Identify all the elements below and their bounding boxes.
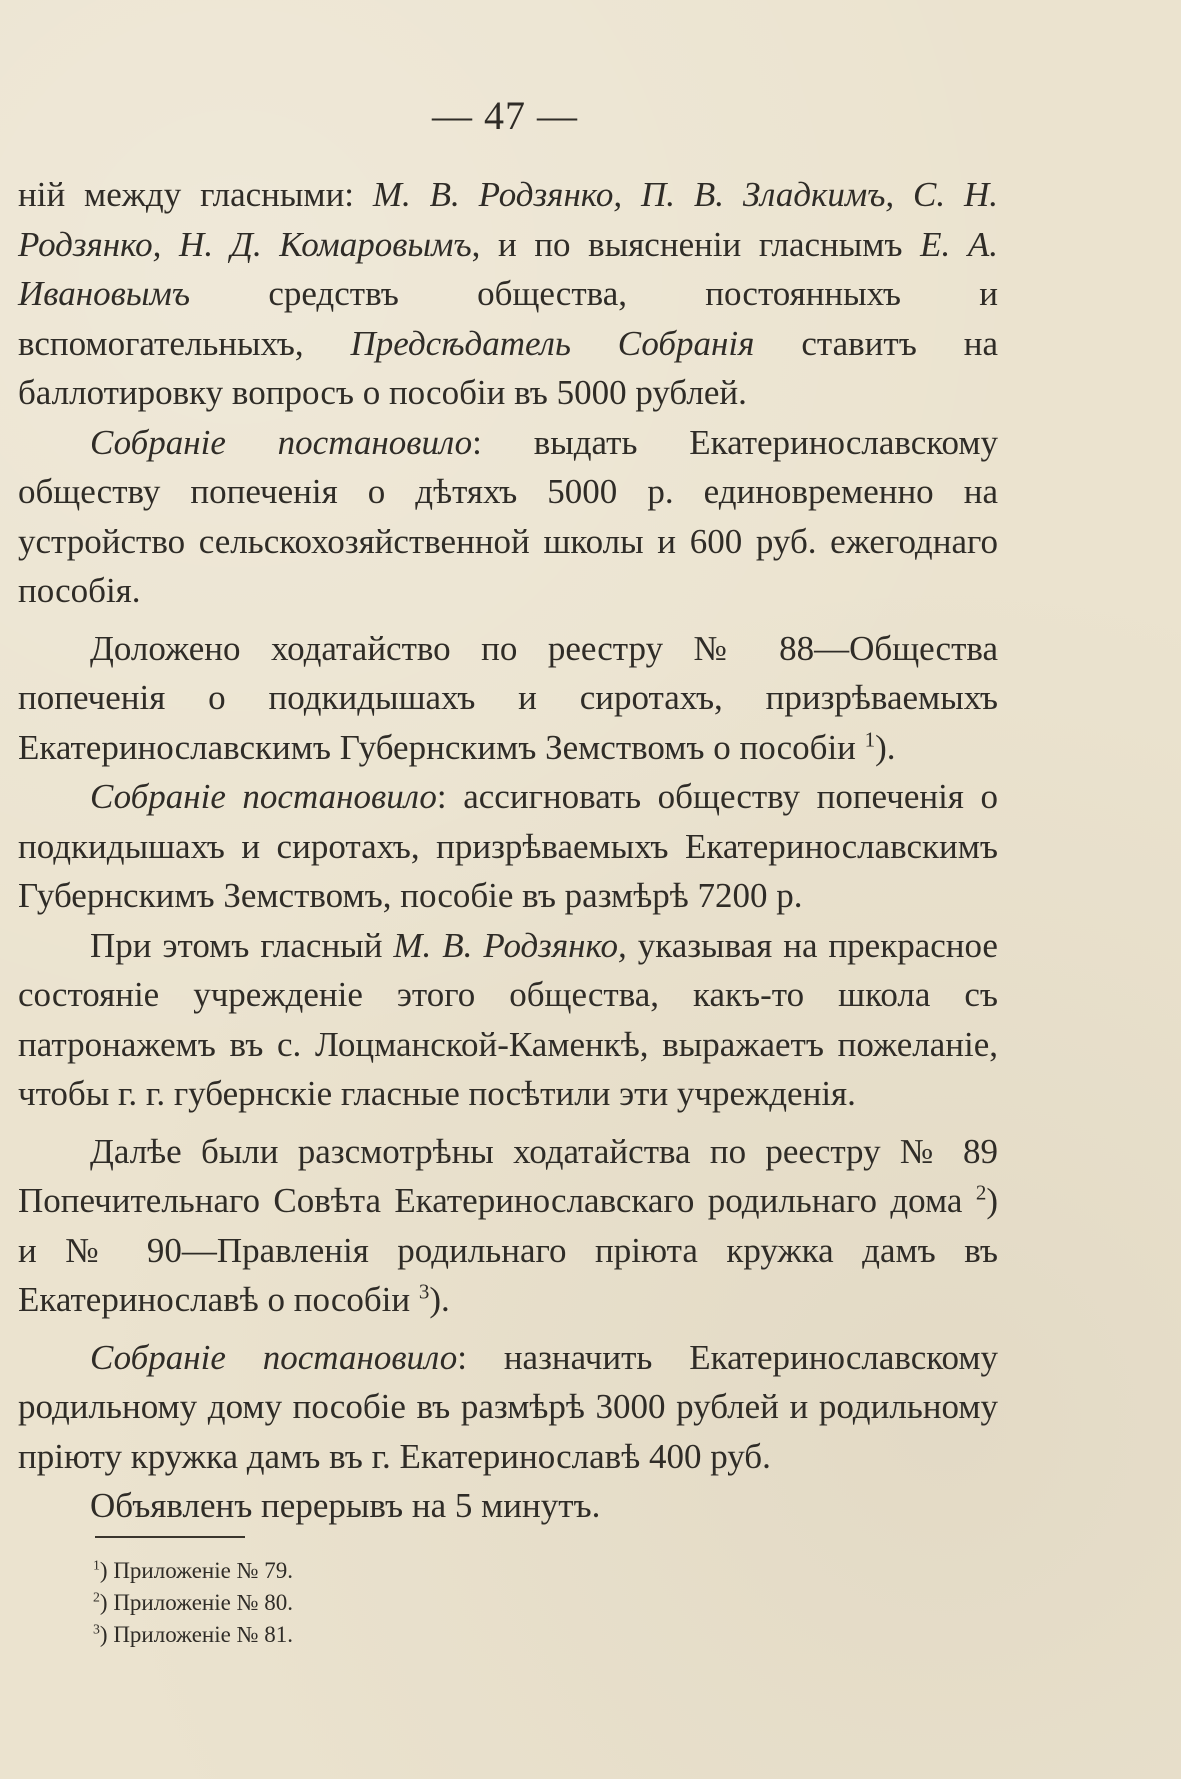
paragraph [18, 1333, 998, 1482]
paragraph [18, 418, 998, 616]
footnote-reference: 2 [975, 1180, 987, 1205]
text-run: указывая на прекрасное состояніе учрежденіе этого общества, какъ-то школа съ патронажемъ въ с. Лоцманской-Каменкѣ, выражаетъ пожеланіе, чтобы г. г. губернскіе гласные посѣтили эти учрежденія. [18, 925, 998, 1113]
footnote-divider [95, 1536, 245, 1538]
page-number: — 47 — [432, 93, 578, 138]
text-run: : ассигновать обществу попеченія о подкидышахъ и сиротахъ, призрѣваемыхъ Екатеринославскимъ Губернскимъ Земствомъ, пособіе въ размѣрѣ 7200 р. [18, 777, 998, 915]
paragraph [18, 772, 998, 921]
text-run: Объявленъ перерывъ на 5 минутъ. [90, 1486, 601, 1525]
text-run: При этомъ гласный [90, 925, 394, 965]
footnote-reference: 1 [864, 726, 876, 751]
paragraph [18, 1127, 998, 1325]
text-run: Далѣе были разсмотрѣны ходатайства по реестру № 89 Попечительнаго Совѣта Екатеринославскаго родильнаго дома [18, 1131, 998, 1220]
text-run: ) и № 90—Правленія родильнаго пріюта кружка дамъ въ Екатеринославѣ о пособіи [18, 1181, 998, 1319]
footnote [93, 1619, 693, 1651]
italic-name: М. В. Родзянко, П. В. Зладкимъ, С. Н. Родзянко, Н. Д. Комаровымъ [18, 175, 999, 264]
text-run: ній между гласными: [18, 175, 373, 214]
italic-name: Собраніе постановило [90, 422, 473, 462]
footnote-text: ) Приложеніе № 81. [99, 1622, 294, 1647]
text-run: ). [875, 727, 896, 767]
paragraph [18, 921, 998, 1119]
italic-name: Предсѣдатель Собранія [350, 323, 755, 363]
footnote-text: ) Приложеніе № 80. [99, 1590, 294, 1615]
footnote-mark: 1 [93, 1557, 100, 1573]
paragraph [18, 170, 998, 418]
text-run: Доложено ходатайство по реестру № 88—Общества попеченія о подкидышахъ и сиротахъ, призрѣваемыхъ Екатеринославскимъ Губернскимъ Земствомъ о пособіи [18, 628, 998, 767]
footnote-reference: 3 [418, 1279, 430, 1304]
text-run: : назначить Екатеринославскому родильному дому пособіе въ размѣрѣ 3000 рублей и родильному пріюту кружка дамъ въ г. Екатеринославѣ 400 руб. [18, 1337, 998, 1476]
footnotes [93, 1555, 693, 1651]
footnote-text: ) Приложеніе № 79. [99, 1558, 294, 1583]
italic-name: Е. А. Ивановымъ [18, 224, 998, 313]
italic-name: Собраніе постановило [90, 1337, 458, 1377]
footnote-mark: 3 [93, 1621, 100, 1637]
text-run: : выдать Екатеринославскому обществу попеченія о дѣтяхъ 5000 р. единовременно на устройство сельскохозяйственной школы и 600 руб. ежегоднаго пособія. [18, 422, 998, 610]
text-run: , и по выясненіи гласнымъ [471, 224, 921, 264]
footnote [93, 1555, 693, 1587]
footnote [93, 1587, 693, 1619]
text-run: ). [429, 1280, 450, 1319]
text-run: ставитъ на баллотировку вопросъ о пособіи въ 5000 рублей. [18, 323, 998, 412]
footnote-mark: 2 [93, 1589, 100, 1605]
italic-name: М. В. Родзянко, [393, 925, 627, 965]
text-run: средствъ общества, постоянныхъ и вспомогательныхъ, [18, 274, 998, 363]
body-text [18, 170, 998, 1531]
italic-name: Собраніе постановило [90, 777, 437, 816]
paragraph [18, 1481, 998, 1531]
paragraph [18, 624, 998, 773]
